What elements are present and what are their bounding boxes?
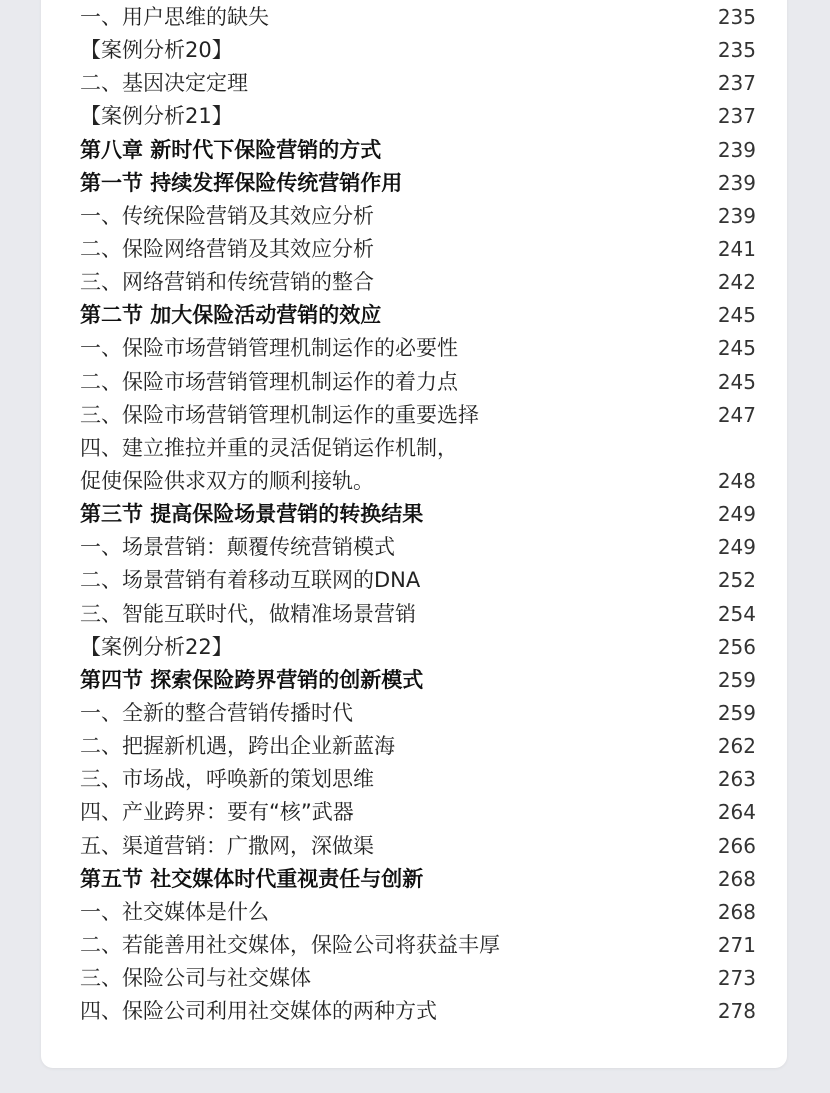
toc-page-number: 271 — [717, 932, 756, 957]
toc-entry-row — [80, 995, 756, 1028]
toc-entry-row — [80, 100, 756, 133]
toc-entry-row — [80, 730, 756, 763]
toc-entry-row — [80, 598, 756, 631]
toc-entry-title: 二、基因决定定理 — [80, 71, 248, 96]
toc-entry-row — [80, 432, 756, 465]
toc-page-number: 268 — [717, 899, 756, 924]
toc-page-number: 241 — [717, 236, 756, 261]
toc-heading-row — [80, 134, 756, 167]
toc-page-number: 256 — [717, 634, 756, 659]
toc-page-number: 262 — [717, 734, 756, 759]
toc-entry-row — [80, 631, 756, 664]
toc-entry-title: 四、保险公司利用社交媒体的两种方式 — [80, 999, 437, 1024]
toc-entry-title: 五、渠道营销：广撒网，深做渠 — [80, 833, 374, 858]
toc-page-number: 235 — [717, 38, 756, 63]
toc-entry-row — [80, 830, 756, 863]
toc-entry-title: 第四节 探索保险跨界营销的创新模式 — [80, 667, 424, 692]
toc-entry-title: 一、用户思维的缺失 — [80, 5, 269, 29]
toc-entry-title: 一、场景营销：颠覆传统营销模式 — [80, 535, 395, 560]
toc-entry-title: 一、社交媒体是什么 — [80, 899, 269, 924]
toc-page-number: 237 — [717, 104, 756, 129]
toc-entry-title: 四、建立推拉并重的灵活促销运作机制， — [80, 435, 458, 460]
toc-entry-title: 二、保险网络营销及其效应分析 — [80, 236, 374, 261]
toc-entry-title: 第一节 持续发挥保险传统营销作用 — [80, 170, 403, 195]
toc-entry-title: 三、保险市场营销管理机制运作的重要选择 — [80, 402, 479, 427]
toc-page-number: 259 — [717, 667, 756, 692]
toc-page-number: 245 — [717, 336, 756, 361]
toc-entry-row — [80, 34, 756, 67]
toc-page-number: 245 — [717, 303, 756, 328]
toc-page-number: 237 — [717, 71, 756, 96]
toc-page-number: 245 — [717, 369, 756, 394]
toc-entry-row — [80, 896, 756, 929]
toc-heading-row — [80, 299, 756, 332]
toc-entry-title: 四、产业跨界：要有“核”武器 — [80, 800, 354, 825]
toc-entry-row — [80, 531, 756, 564]
toc-entry-title: 【案例分析21】 — [80, 104, 233, 129]
toc-entry-row — [80, 200, 756, 233]
toc-page-number: 249 — [717, 535, 756, 560]
toc-page-number: 247 — [717, 402, 756, 427]
toc-entry-title: 三、网络营销和传统营销的整合 — [80, 270, 374, 295]
toc-entry-row — [80, 465, 756, 498]
toc-entry-title: 三、市场战，呼唤新的策划思维 — [80, 767, 374, 792]
toc-entry-title: 二、若能善用社交媒体，保险公司将获益丰厚 — [80, 932, 500, 957]
toc-page-number: 248 — [717, 468, 756, 493]
toc-entry-row — [80, 564, 756, 597]
toc-heading-row — [80, 167, 756, 200]
toc-page-number: 242 — [717, 270, 756, 295]
toc-page-number: 278 — [717, 999, 756, 1024]
toc-entry-row — [80, 399, 756, 432]
toc-entry-row — [80, 1, 756, 34]
toc-entry-row — [80, 266, 756, 299]
toc-entry-row — [80, 929, 756, 962]
toc-entry-title: 一、保险市场营销管理机制运作的必要性 — [80, 336, 458, 361]
toc-entry-title: 促使保险供求双方的顺利接轨。 — [80, 468, 374, 493]
toc-entry-row — [80, 796, 756, 829]
toc-page-number: 263 — [717, 767, 756, 792]
toc-entry-row — [80, 962, 756, 995]
toc-entry-row — [80, 697, 756, 730]
toc-page-number: 268 — [717, 866, 756, 891]
toc-entry-row — [80, 763, 756, 796]
toc-entry-row — [80, 332, 756, 365]
toc-page-number: 273 — [717, 966, 756, 991]
toc-entry-title: 二、场景营销有着移动互联网的DNA — [80, 568, 421, 593]
toc-entry-row — [80, 366, 756, 399]
toc-page-number: 249 — [717, 502, 756, 527]
toc-page-number: 254 — [717, 601, 756, 626]
toc-page-number: 235 — [717, 5, 756, 29]
toc-entry-title: 第二节 加大保险活动营销的效应 — [80, 303, 382, 328]
toc-heading-row — [80, 498, 756, 531]
toc-entry-row — [80, 233, 756, 266]
toc-page-number: 239 — [717, 203, 756, 228]
toc-entry-title: 二、把握新机遇，跨出企业新蓝海 — [80, 734, 395, 759]
toc-entry-title: 二、保险市场营销管理机制运作的着力点 — [80, 369, 458, 394]
toc-page-number: 259 — [717, 700, 756, 725]
toc-entry-title: 三、保险公司与社交媒体 — [80, 966, 311, 991]
toc-entry-row — [80, 67, 756, 100]
toc-entry-title: 第五节 社交媒体时代重视责任与创新 — [80, 866, 424, 891]
toc-page-number: 239 — [717, 137, 756, 162]
toc-entry-title: 一、传统保险营销及其效应分析 — [80, 203, 374, 228]
table-of-contents — [80, 1, 756, 1028]
toc-entry-title: 第八章 新时代下保险营销的方式 — [80, 137, 382, 162]
toc-entry-title: 一、全新的整合营销传播时代 — [80, 700, 353, 725]
toc-entry-title: 第三节 提高保险场景营销的转换结果 — [80, 502, 424, 527]
toc-entry-title: 三、智能互联时代，做精准场景营销 — [80, 601, 416, 626]
toc-page-number: 264 — [717, 800, 756, 825]
toc-entry-title: 【案例分析22】 — [80, 634, 233, 659]
toc-heading-row — [80, 664, 756, 697]
toc-entry-title: 【案例分析20】 — [80, 38, 233, 63]
toc-heading-row — [80, 863, 756, 896]
toc-page-number: 266 — [717, 833, 756, 858]
toc-page-number: 239 — [717, 170, 756, 195]
toc-page-number: 252 — [717, 568, 756, 593]
